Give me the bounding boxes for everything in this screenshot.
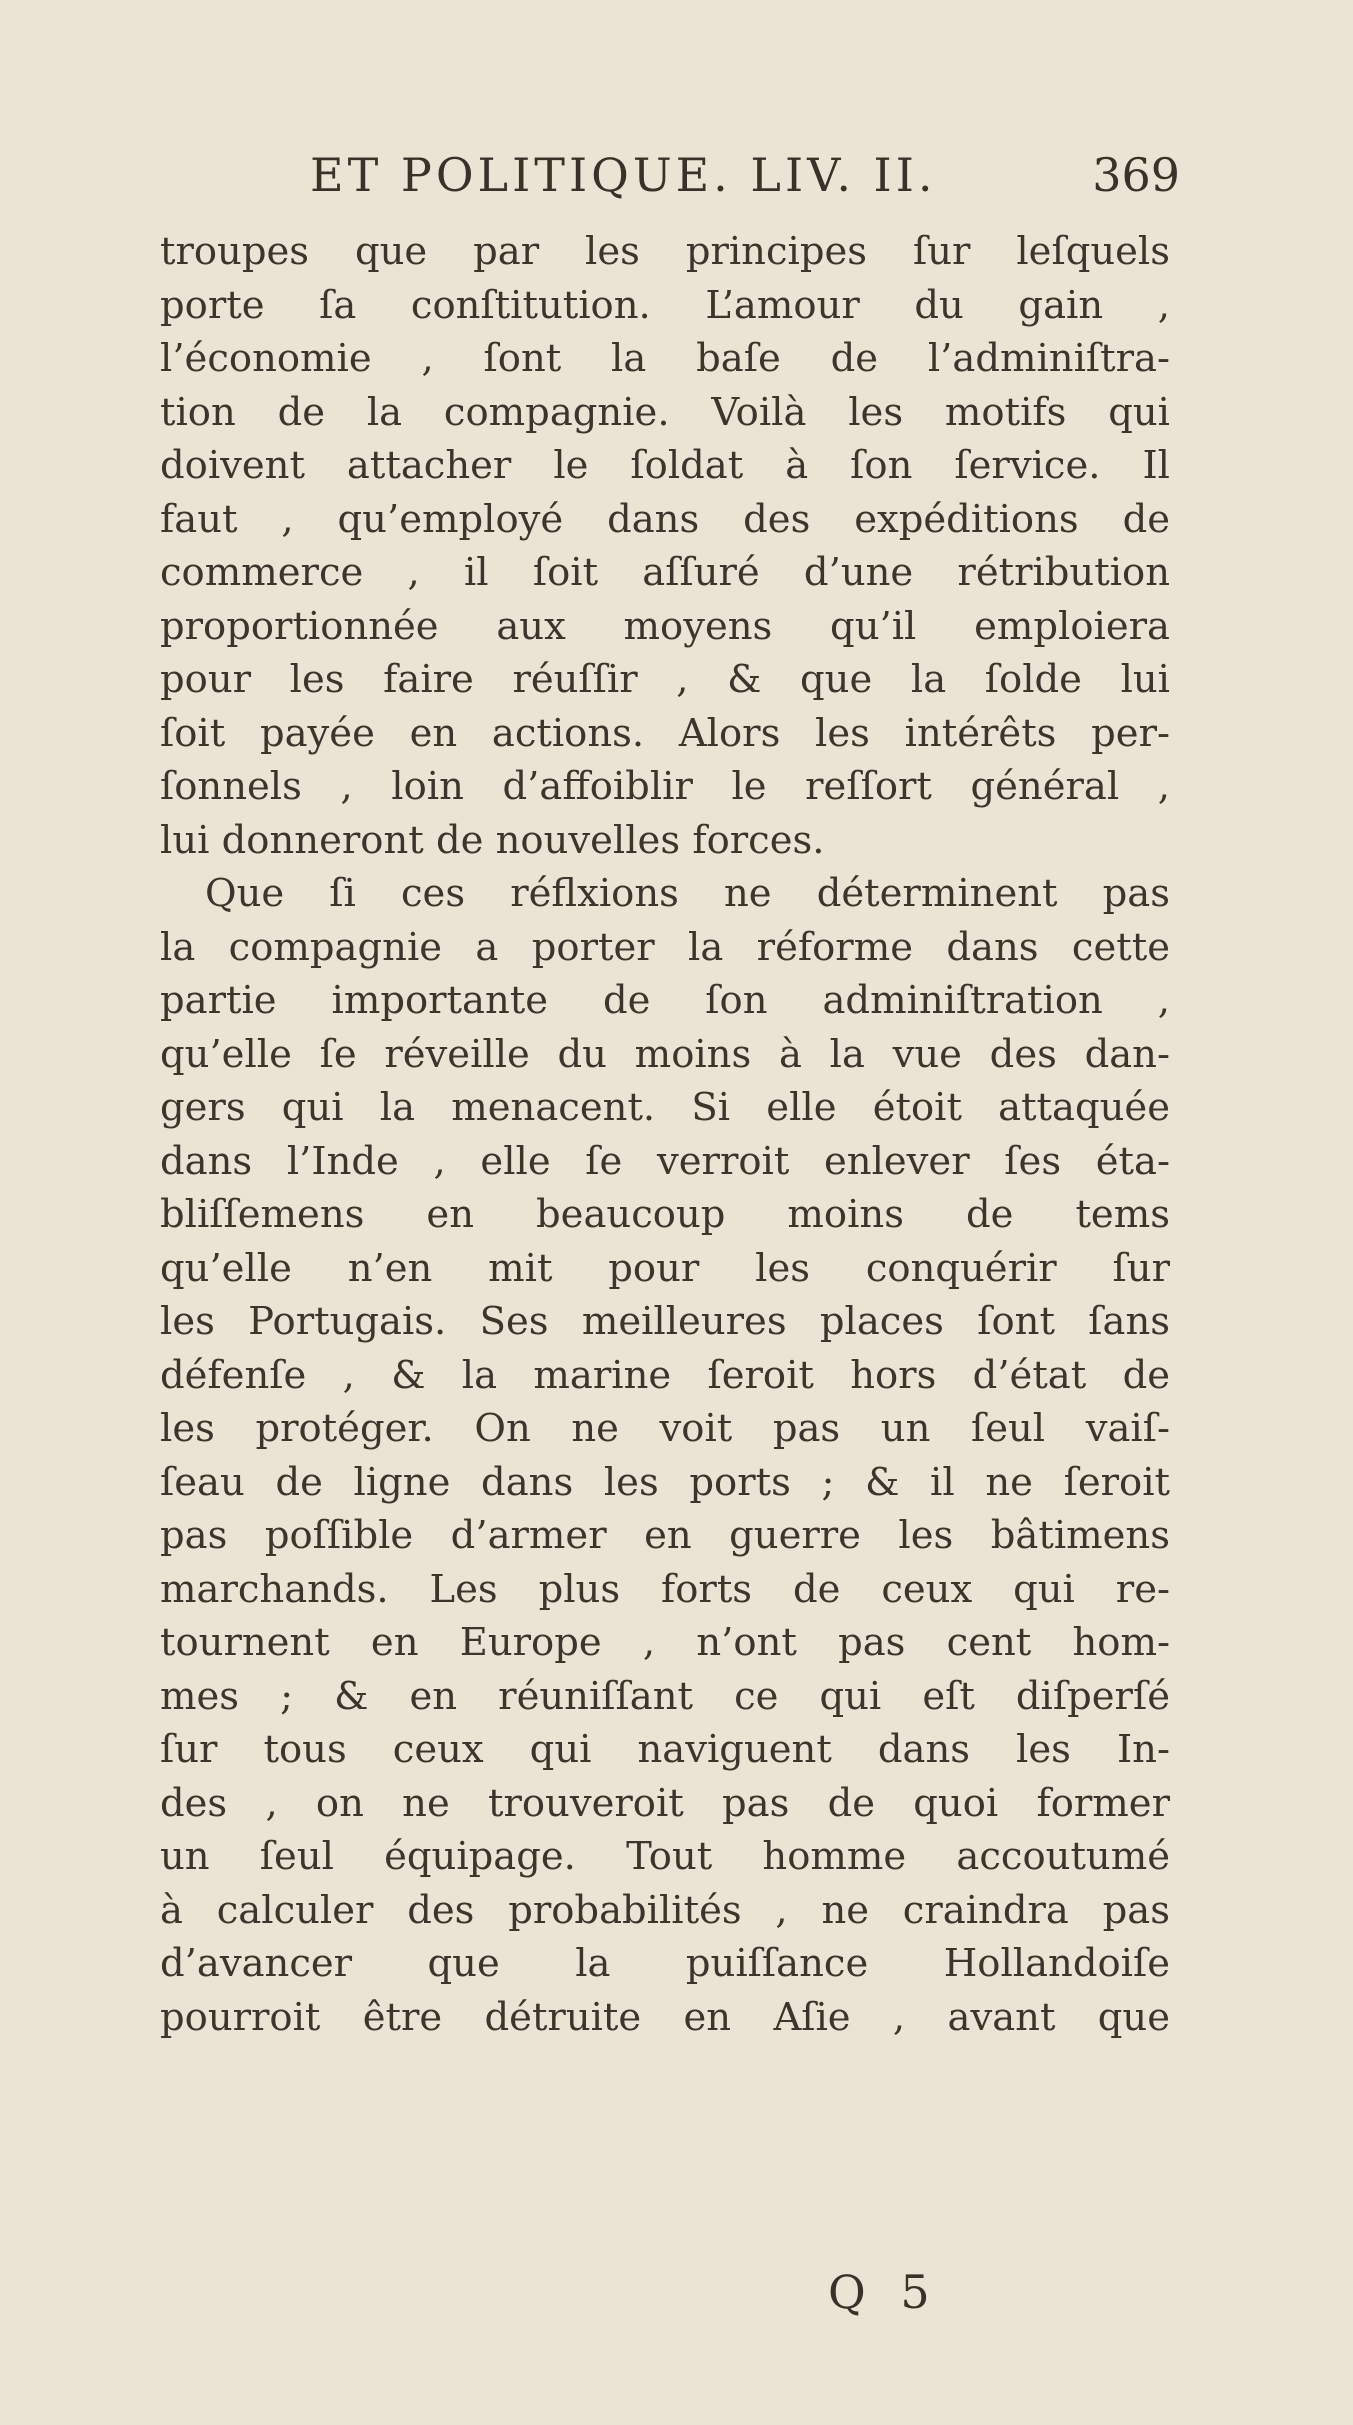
text-line: la compagnie a porter la réforme dans cette	[160, 924, 1170, 970]
text-line: ſonnels , loin d’affoiblir le reſſort général ,	[160, 764, 1170, 809]
text-line: commerce , il ſoit aſſuré d’une rétribution	[160, 550, 1170, 595]
text-line: défenſe , & la marine ſeroit hors d’état de	[160, 1352, 1170, 1398]
text-line: porte ſa conſtitution. L’amour du gain ,	[160, 282, 1170, 328]
text-line: l’économie , ſont la baſe de l’adminiſtra-	[160, 336, 1170, 381]
text-line: gers qui la menacent. Si elle étoit attaquée	[160, 1085, 1170, 1130]
text-line: ſur tous ceux qui naviguent dans les In-	[160, 1727, 1170, 1772]
text-line: ſoit payée en actions. Alors les intérêts per-	[160, 710, 1170, 756]
text-line: d’avancer que la puiſſance Hollandoiſe	[160, 1941, 1170, 1986]
text-line: doivent attacher le ſoldat à ſon ſervice. Il	[160, 443, 1170, 488]
text-line: un ſeul équipage. Tout homme accoutumé	[160, 1834, 1170, 1879]
text-line: lui donneront de nouvelles forces.	[160, 817, 825, 863]
text-line: troupes que par les principes ſur leſquels	[160, 229, 1170, 274]
text-line: marchands. Les plus forts de ceux qui re-	[160, 1566, 1170, 1612]
text-line: proportionnée aux moyens qu’il emploiera	[160, 603, 1170, 649]
text-line: faut , qu’employé dans des expéditions de	[160, 496, 1170, 542]
text-line: tion de la compagnie. Voilà les motifs qui	[160, 389, 1170, 435]
text-line: pas poſſible d’armer en guerre les bâtimens	[160, 1513, 1170, 1558]
text-line: qu’elle ſe réveille du moins à la vue des dan-	[160, 1031, 1170, 1077]
text-line: tournent en Europe , n’ont pas cent hom-	[160, 1620, 1170, 1665]
text-line: à calculer des probabilités , ne craindra pas	[160, 1887, 1170, 1933]
running-head: ET POLITIQUE. LIV. II.	[310, 148, 937, 202]
text-line: les protéger. On ne voit pas un ſeul vaiſ-	[160, 1406, 1170, 1451]
text-line: bliſſemens en beaucoup moins de tems	[160, 1192, 1170, 1237]
text-line: pour les faire réuſſir , & que la ſolde lui	[160, 657, 1170, 702]
text-line: qu’elle n’en mit pour les conquérir ſur	[160, 1245, 1170, 1291]
text-line: pourroit être détruite en Aſie , avant que	[160, 1994, 1170, 2040]
signature-mark: Q 5	[828, 2265, 940, 2319]
text-line: partie importante de ſon adminiſtration ,	[160, 978, 1170, 1023]
page-number: 369	[1092, 148, 1180, 202]
text-line: ſeau de ligne dans les ports ; & il ne ſeroit	[160, 1459, 1170, 1505]
body-text	[160, 225, 1170, 2044]
text-line: les Portugais. Ses meilleures places ſont ſans	[160, 1299, 1170, 1344]
text-line: mes ; & en réuniſſant ce qui eſt diſperſé	[160, 1673, 1170, 1719]
text-line: des , on ne trouveroit pas de quoi former	[160, 1780, 1170, 1826]
text-line: Que ſi ces réflxions ne déterminent pas	[205, 871, 1170, 916]
page-header	[310, 148, 1180, 218]
text-line: dans l’Inde , elle ſe verroit enlever ſes éta-	[160, 1138, 1170, 1184]
